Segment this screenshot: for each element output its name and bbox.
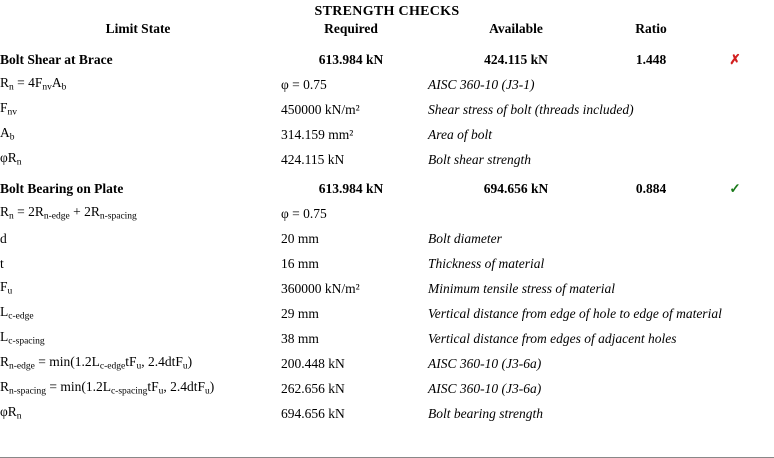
detail-note: Vertical distance from edge of hole to edge of material — [428, 306, 722, 321]
detail-value: 314.159 mm² — [281, 127, 354, 142]
detail-note: AISC 360-10 (J3-1) — [428, 77, 535, 92]
ratio-value: 1.448 — [635, 52, 667, 67]
detail-row — [0, 118, 774, 143]
detail-note: Minimum tensile stress of material — [428, 281, 615, 296]
column-header-limit-state: Limit State — [105, 21, 171, 36]
detail-row — [0, 222, 774, 247]
detail-value: 450000 kN/m² — [281, 102, 360, 117]
required-value: 613.984 kN — [318, 52, 384, 67]
detail-note: AISC 360-10 (J3-6a) — [428, 381, 542, 396]
detail-row — [0, 272, 774, 297]
detail-row — [0, 93, 774, 118]
column-header-ratio: Ratio — [635, 21, 667, 36]
column-header-required: Required — [324, 21, 378, 36]
limit-state-name: Bolt Bearing on Plate — [0, 181, 124, 196]
detail-label: $R_{n-edge} = \min(1.2L_{c-edge}tF_u$, 2.4dtF$_u$) — [0, 354, 193, 372]
required-value: 613.984 kN — [318, 181, 384, 196]
detail-label: $F_{nv}$ — [0, 100, 18, 118]
detail-label: $A_b$ — [0, 125, 15, 143]
available-value: 694.656 kN — [483, 181, 549, 196]
detail-note: Area of bolt — [428, 127, 492, 142]
detail-value: 424.115 kN — [281, 152, 345, 167]
detail-value: 694.656 kN — [281, 406, 345, 421]
limit-state-name: Bolt Shear at Brace — [0, 52, 113, 67]
limit-state-section-row — [0, 39, 774, 68]
detail-row — [0, 322, 774, 347]
detail-note: Bolt bearing strength — [428, 406, 543, 421]
status-pass-icon: ✓ — [729, 181, 741, 196]
detail-note: AISC 360-10 (J3-6a) — [428, 356, 542, 371]
column-header-available: Available — [489, 21, 543, 36]
detail-value: φ = 0.75 — [281, 206, 327, 221]
detail-value: 360000 kN/m² — [281, 281, 360, 296]
detail-label: $L_{c-edge}$ — [0, 304, 34, 322]
status-fail-icon: ✗ — [729, 52, 741, 67]
detail-label: $R_n = 4F_{nv}A_b$ — [0, 75, 67, 93]
detail-label: $F_u$ — [0, 279, 13, 297]
strength-checks-table — [0, 21, 774, 422]
detail-note: Vertical distance from edges of adjacent holes — [428, 331, 677, 346]
detail-row — [0, 297, 774, 322]
detail-value: 262.656 kN — [281, 381, 345, 396]
available-value: 424.115 kN — [484, 52, 548, 67]
table-header-row — [0, 21, 774, 39]
detail-note: Thickness of material — [428, 256, 545, 271]
detail-note: Bolt shear strength — [428, 152, 531, 167]
detail-row — [0, 397, 774, 422]
detail-label: $L_{c-spacing}$ — [0, 329, 45, 347]
detail-label: $R_{n-spacing} = \min(1.2L_{c-spacing}tF_u$, 2.4dtF$_u$) — [0, 379, 215, 397]
detail-row — [0, 143, 774, 168]
detail-value: 200.448 kN — [281, 356, 345, 371]
detail-row — [0, 372, 774, 397]
detail-value: 38 mm — [281, 331, 319, 346]
detail-value: 16 mm — [281, 256, 319, 271]
detail-label: $\varphi R_n$ — [0, 404, 22, 422]
detail-value: 29 mm — [281, 306, 319, 321]
detail-label: t — [0, 256, 4, 271]
detail-row — [0, 347, 774, 372]
column-header-status — [696, 21, 774, 39]
detail-note — [426, 197, 774, 222]
detail-note: Shear stress of bolt (threads included) — [428, 102, 634, 117]
detail-label: $\varphi R_n$ — [0, 150, 22, 168]
limit-state-section-row — [0, 168, 774, 197]
ratio-value: 0.884 — [635, 181, 667, 196]
detail-row — [0, 68, 774, 93]
detail-row — [0, 247, 774, 272]
detail-row — [0, 197, 774, 222]
detail-value: 20 mm — [281, 231, 319, 246]
detail-value: φ = 0.75 — [281, 77, 327, 92]
detail-note: Bolt diameter — [428, 231, 502, 246]
detail-label: $R_n = 2R_{n-edge} + 2R_{n-spacing}$ — [0, 204, 137, 222]
page-title: STRENGTH CHECKS — [314, 4, 460, 19]
detail-label: d — [0, 231, 7, 246]
